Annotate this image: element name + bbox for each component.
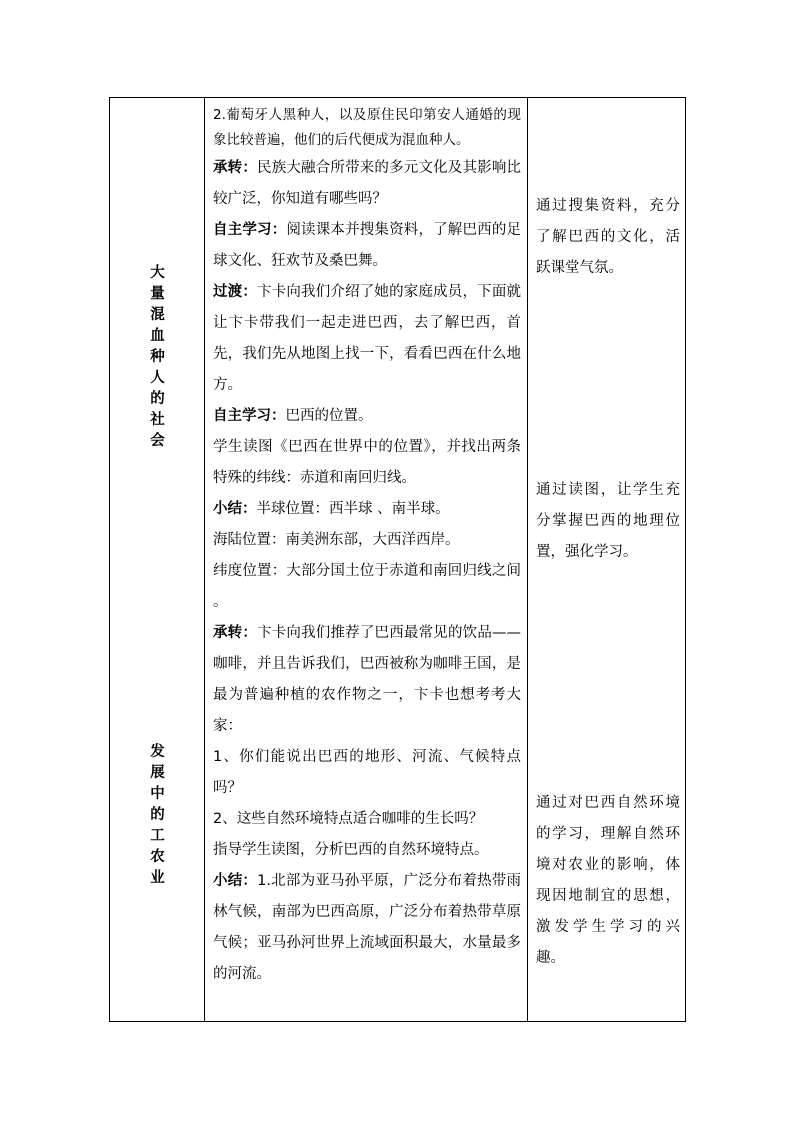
topic-char: 展 [150,765,165,781]
paragraph-map-reading: 学生读图《巴西在世界中的位置》，并找出两条特殊的纬线：赤道和南回归线。 [213,439,521,486]
paragraph-text: 阅读课本并搜集资料，了解巴西的足球文化、狂欢节及桑巴舞。 [213,222,521,269]
table-row [110,98,686,1022]
design-intent-column [528,98,686,1022]
paragraph-self-study-culture [213,215,521,277]
topic-char: 人 [150,370,165,386]
paragraph-lead: 小结： [213,501,257,517]
lesson-content [205,98,527,990]
paragraph-lead: 承转： [213,625,258,641]
topic-char: 种 [150,349,165,365]
topic-char: 中 [150,786,165,802]
paragraph-text: 卞卡向我们推荐了巴西最常见的饮品——咖啡，并且告诉我们，巴西被称为咖啡王国，是最为普遍种植的农作物之一，卞卡也想考考大家： [213,625,522,734]
paragraph-text: 卞卡向我们介绍了她的家庭成员，下面就让卞卡带我们一起走进巴西，去了解巴西，首先，我们先从地图上找一下，看看巴西在什么地方。 [213,284,522,393]
topic-char: 工 [150,828,165,844]
design-note-location: 通过读图，让学生充分掌握巴西的地理位置，强化学习。 [536,482,680,560]
topic-column [110,98,205,1022]
paragraph-lead: 过渡： [213,284,258,300]
paragraph-text: 1.北部为亚马孙平原，广泛分布着热带雨林气候，南部为巴西高原，广泛分布着热带草原气候；亚马孙河世界上流域面积最大，水量最多的河流。 [213,873,521,982]
topic-char: 混 [150,307,165,323]
paragraph-lead: 小结： [213,873,258,889]
paragraph-lead: 自主学习： [213,408,286,424]
topic-char: 的 [150,391,165,407]
topic-char: 业 [150,870,165,886]
topic-char: 血 [150,328,165,344]
paragraph-summary-hemisphere [213,494,521,525]
paragraph-latitude-position: 纬度位置：大部分国土位于赤道和南回归线之间 。 [213,563,521,610]
topic-char: 大 [150,265,165,281]
paragraph-lead: 自主学习： [213,222,287,238]
paragraph-transition-culture [213,153,521,215]
topic-char: 农 [150,849,165,865]
topic-char: 社 [150,412,165,428]
paragraph-question-1: 1、你们能说出巴西的地形、河流、气候特点吗？ [213,749,521,796]
topic-heading-society [110,263,205,452]
lesson-plan-table [109,97,686,1022]
design-note-nature: 通过对巴西自然环境的学习，理解自然环境对农业的影响，体现因地制宜的思想，激发学生学习的兴趣。 [536,795,680,966]
content-column [205,98,528,1022]
topic-heading-industry-agriculture [110,742,205,889]
paragraph-question-2: 2、这些自然环境特点适合咖啡的生长吗？ [213,811,484,827]
paragraph-text: 巴西的位置。 [285,408,373,424]
paragraph-sea-land-position: 海陆位置：南美洲东部，大西洋西岸。 [213,532,460,548]
paragraph-transition-coffee [213,618,521,742]
paragraph-text: 半球位置：西半球 、南半球。 [256,501,450,517]
design-note-culture: 通过搜集资料，充分了解巴西的文化，活跃课堂气氛。 [536,198,680,276]
paragraph-summary-nature [213,866,521,990]
topic-char: 量 [150,286,165,302]
paragraph-transition-location [213,277,521,401]
paragraph-lead: 承转： [213,160,258,176]
topic-char: 发 [150,744,165,760]
topic-char: 的 [150,807,165,823]
paragraph-intermarriage: 2.葡萄牙人黑种人，以及原住民印第安人通婚的现象比较普遍，他们的后代便成为混血种人。 [213,107,521,148]
paragraph-self-study-location [213,401,521,432]
paragraph-text: 民族大融合所带来的多元文化及其影响比较广泛，你知道有哪些吗？ [213,160,522,207]
paragraph-guidance: 指导学生读图，分析巴西的自然环境特点。 [213,842,489,858]
topic-char: 会 [150,433,165,449]
